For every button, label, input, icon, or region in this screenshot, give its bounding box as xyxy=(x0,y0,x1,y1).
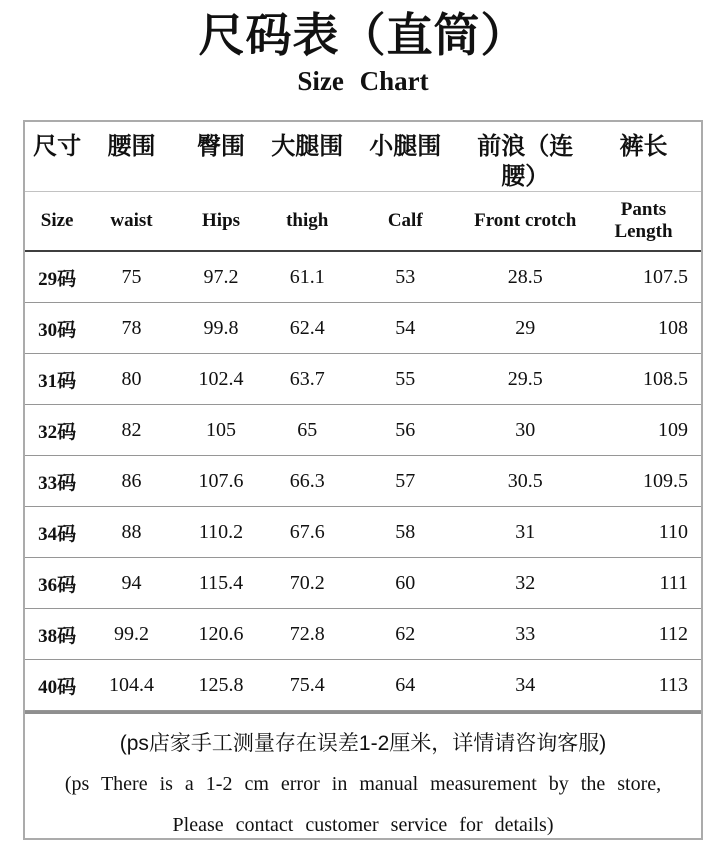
cell-calf: 55 xyxy=(395,367,416,390)
cell-hips: 110.2 xyxy=(198,520,244,543)
header-zh-waist: 腰围 xyxy=(107,133,156,160)
cell-waist: 86 xyxy=(121,469,142,492)
cell-front-crotch: 29.5 xyxy=(507,367,543,390)
cell-hips: 107.6 xyxy=(198,469,244,492)
table-row-36 xyxy=(25,558,701,609)
cell-calf: 60 xyxy=(395,571,416,594)
cell-pants-length: 109.5 xyxy=(642,469,688,492)
cell-waist: 94 xyxy=(121,571,142,594)
cell-hips: 125.8 xyxy=(198,673,244,696)
cell-hips: 115.4 xyxy=(198,571,244,594)
cell-size: 29码 xyxy=(38,268,77,290)
header-en-pants-length-label: Pants Length xyxy=(614,199,673,242)
cell-thigh: 66.3 xyxy=(289,469,325,492)
cell-calf: 54 xyxy=(395,316,416,339)
measurement-notes xyxy=(25,711,701,838)
header-zh-size: 尺寸 xyxy=(33,133,82,160)
cell-front-crotch: 34 xyxy=(515,673,536,696)
header-zh-front-crotch-label: 前浪（连腰） xyxy=(477,133,574,190)
table-row-29 xyxy=(25,252,701,303)
table-row-40 xyxy=(25,660,701,711)
cell-size: 32码 xyxy=(38,421,77,443)
cell-calf: 53 xyxy=(395,265,416,288)
note-en-line1: (ps There is a 1-2 cm error in manual measurement by the store, xyxy=(64,773,662,795)
page-title-zh: 尺码表（直筒） xyxy=(198,9,528,61)
cell-front-crotch: 28.5 xyxy=(507,265,543,288)
header-zh-hips: 臀围 xyxy=(197,133,246,160)
cell-waist: 99.2 xyxy=(113,622,149,645)
cell-hips: 120.6 xyxy=(198,622,244,645)
header-en-waist: waist xyxy=(110,210,153,231)
header-zh-calf: 小腿围 xyxy=(369,133,442,160)
cell-pants-length: 109 xyxy=(657,418,688,441)
cell-pants-length: 108.5 xyxy=(642,367,688,390)
cell-pants-length: 110 xyxy=(658,520,688,543)
cell-thigh: 65 xyxy=(297,418,318,441)
cell-calf: 56 xyxy=(395,418,416,441)
cell-size: 40码 xyxy=(38,676,77,698)
header-zh-front-crotch xyxy=(464,132,586,192)
cell-thigh: 63.7 xyxy=(289,367,325,390)
cell-hips: 97.2 xyxy=(203,265,239,288)
cell-hips: 99.8 xyxy=(203,316,239,339)
cell-front-crotch: 32 xyxy=(515,571,536,594)
cell-size: 36码 xyxy=(38,574,77,596)
header-en-front-crotch: Front crotch xyxy=(474,210,577,231)
cell-thigh: 67.6 xyxy=(289,520,325,543)
cell-front-crotch: 30.5 xyxy=(507,469,543,492)
table-row-38 xyxy=(25,609,701,660)
header-en-pants-length xyxy=(586,199,701,243)
cell-size: 31码 xyxy=(38,370,77,392)
page-title-en: Size Chart xyxy=(297,66,429,96)
cell-pants-length: 108 xyxy=(657,316,688,339)
cell-size: 34码 xyxy=(38,523,77,545)
cell-calf: 62 xyxy=(395,622,416,645)
cell-calf: 57 xyxy=(395,469,416,492)
cell-calf: 64 xyxy=(395,673,416,696)
cell-front-crotch: 33 xyxy=(515,622,536,645)
cell-thigh: 62.4 xyxy=(289,316,325,339)
cell-size: 33码 xyxy=(38,472,77,494)
header-en-size: Size xyxy=(40,210,74,231)
header-en-thigh: thigh xyxy=(286,210,329,231)
cell-front-crotch: 29 xyxy=(515,316,536,339)
cell-thigh: 70.2 xyxy=(289,571,325,594)
table-row-32 xyxy=(25,405,701,456)
cell-pants-length: 107.5 xyxy=(642,265,688,288)
cell-thigh: 61.1 xyxy=(289,265,325,288)
header-row-zh xyxy=(25,122,701,192)
header-zh-thigh: 大腿围 xyxy=(271,133,344,160)
cell-waist: 78 xyxy=(121,316,142,339)
cell-waist: 75 xyxy=(121,265,142,288)
note-zh: (ps店家手工测量存在误差1-2厘米，详情请咨询客服) xyxy=(119,732,607,755)
header-zh-pants-length: 裤长 xyxy=(619,133,668,160)
cell-waist: 88 xyxy=(121,520,142,543)
cell-pants-length: 111 xyxy=(659,571,688,594)
cell-size: 30码 xyxy=(38,319,77,341)
header-row-en xyxy=(25,192,701,252)
table-row-30 xyxy=(25,303,701,354)
cell-front-crotch: 30 xyxy=(515,418,536,441)
cell-pants-length: 112 xyxy=(658,622,688,645)
cell-hips: 102.4 xyxy=(198,367,244,390)
table-row-31 xyxy=(25,354,701,405)
cell-size: 38码 xyxy=(38,625,77,647)
header-en-hips: Hips xyxy=(202,210,241,231)
size-chart-table xyxy=(23,120,703,840)
cell-waist: 82 xyxy=(121,418,142,441)
cell-calf: 58 xyxy=(395,520,416,543)
cell-thigh: 75.4 xyxy=(289,673,325,696)
cell-hips: 105 xyxy=(206,418,237,441)
cell-waist: 104.4 xyxy=(108,673,154,696)
cell-front-crotch: 31 xyxy=(515,520,536,543)
cell-pants-length: 113 xyxy=(658,673,688,696)
table-row-33 xyxy=(25,456,701,507)
cell-thigh: 72.8 xyxy=(289,622,325,645)
table-row-34 xyxy=(25,507,701,558)
cell-waist: 80 xyxy=(121,367,142,390)
header-en-calf: Calf xyxy=(387,210,423,231)
note-en-line2: Please contact customer service for details) xyxy=(172,814,554,836)
